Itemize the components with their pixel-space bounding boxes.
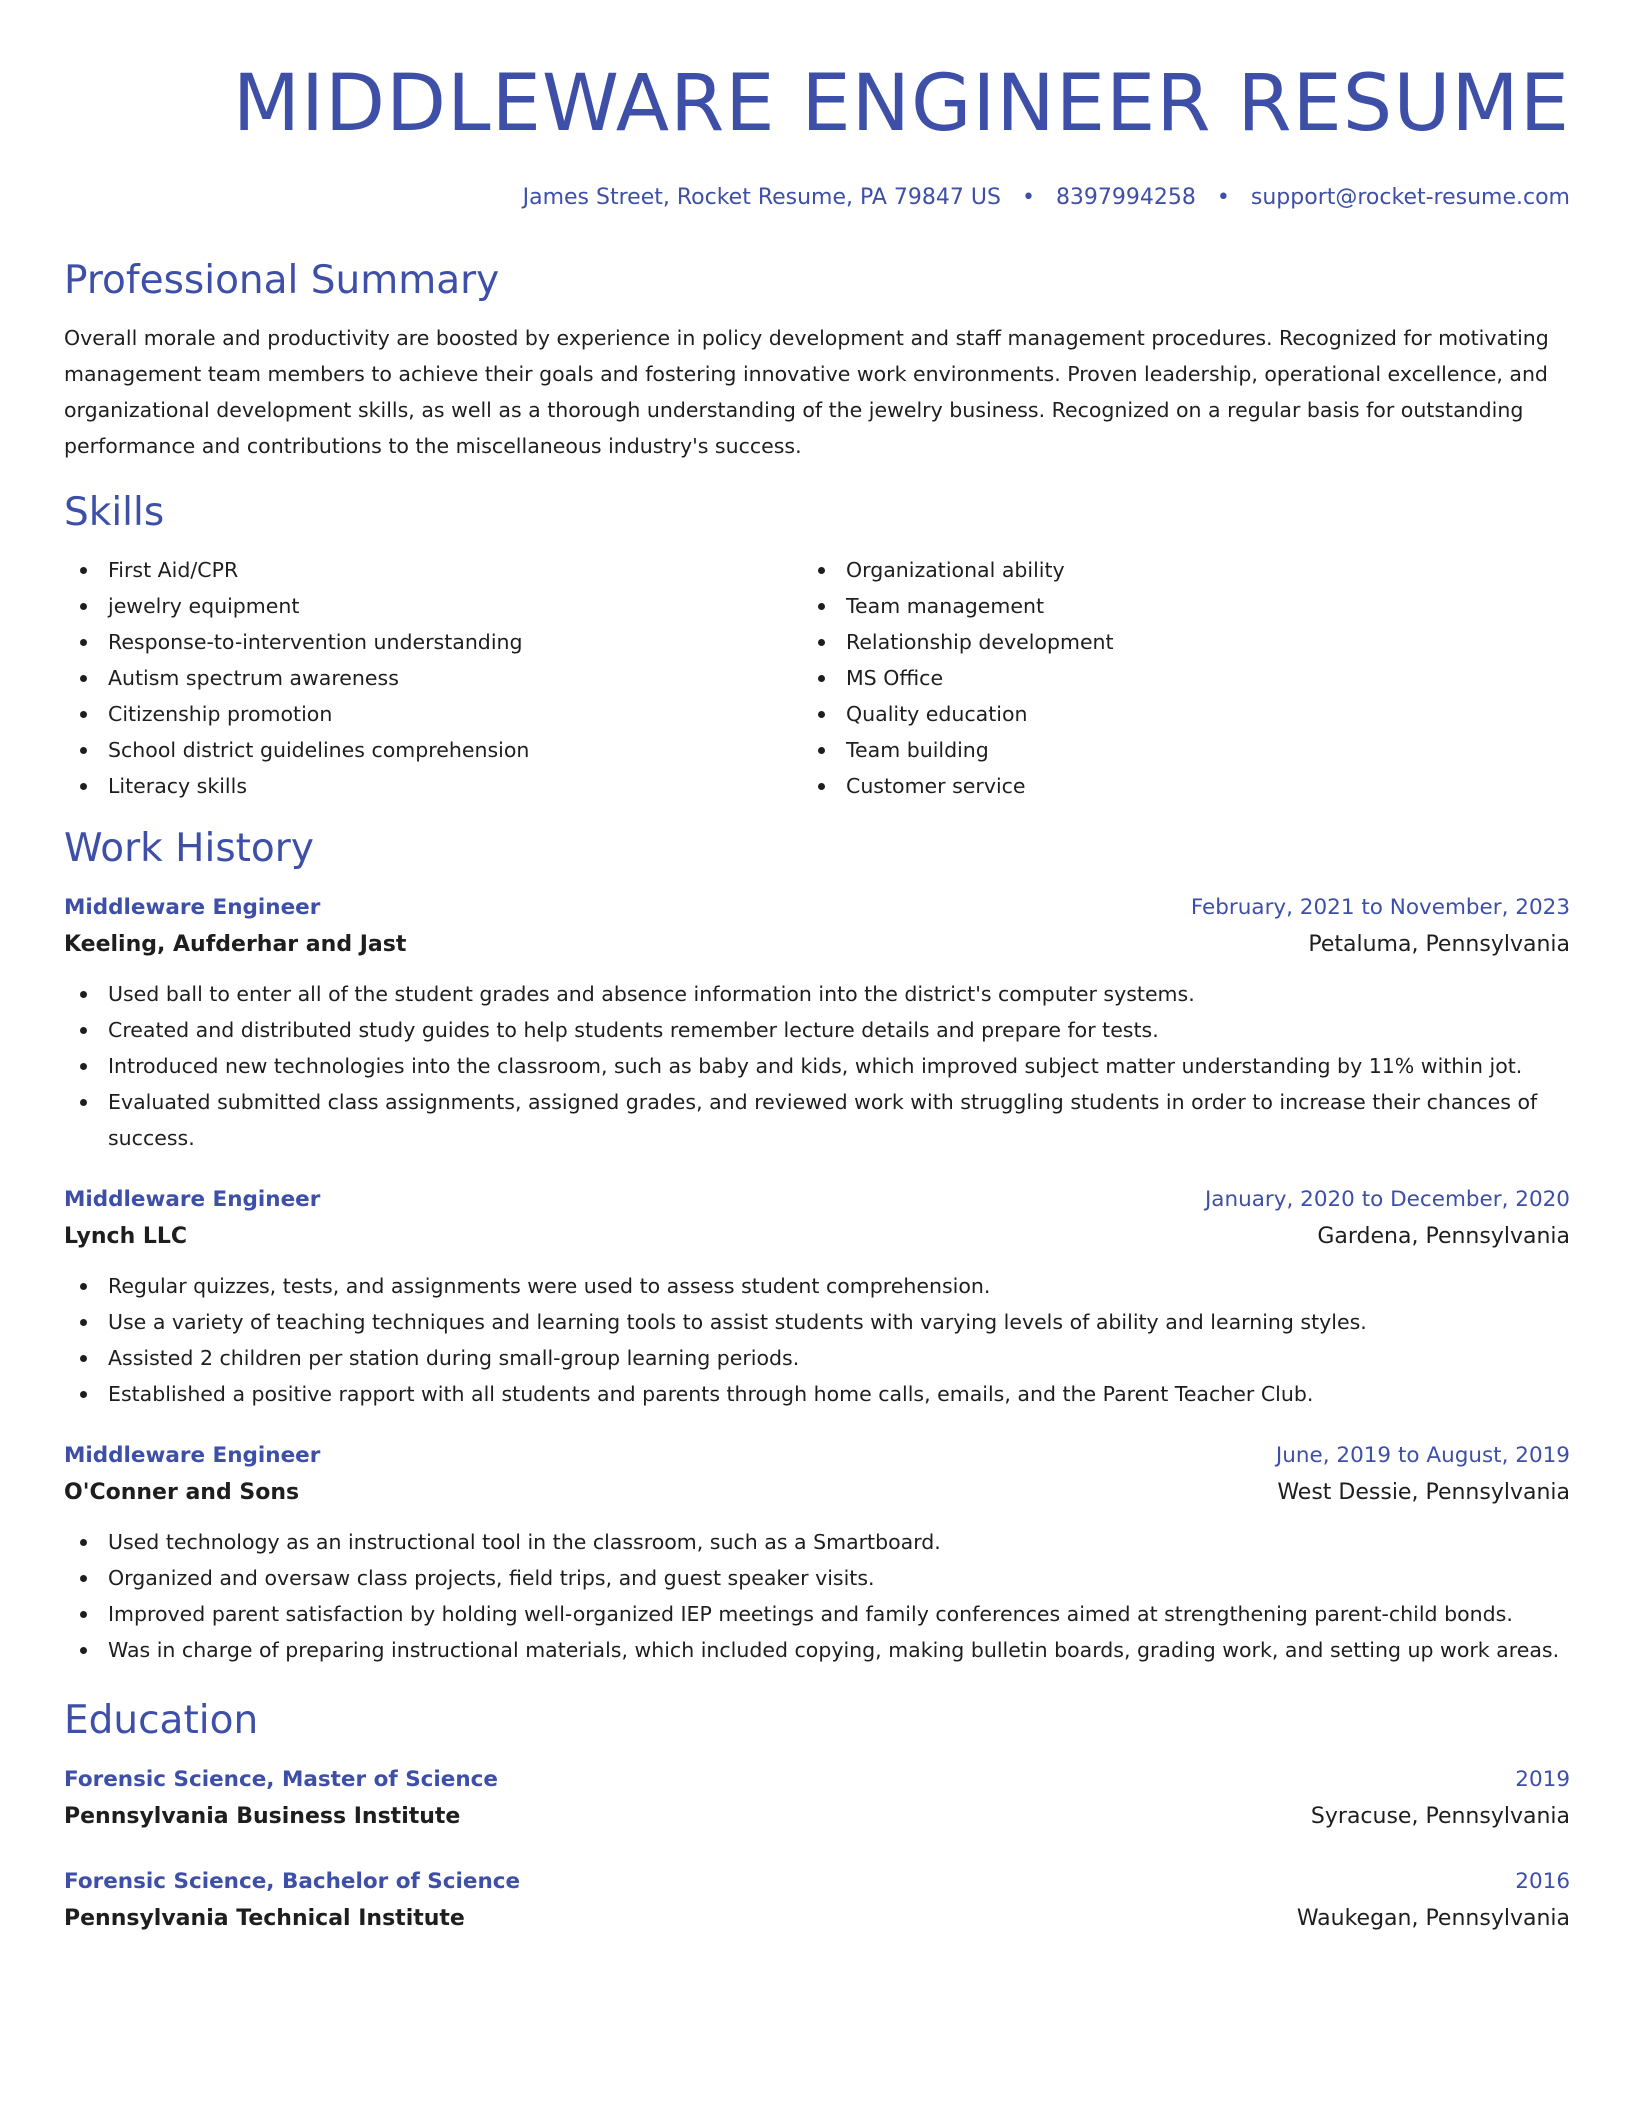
job-company: O'Conner and Sons — [64, 1480, 300, 1505]
job-bullet: Used ball to enter all of the student grades and absence information into the district's computer systems. — [64, 976, 1570, 1012]
job-location: Petaluma, Pennsylvania — [1308, 932, 1570, 957]
contact-phone: 8397994258 — [1055, 185, 1196, 210]
skill-item: Team management — [802, 588, 1540, 624]
job-bullet: Was in charge of preparing instructional materials, which included copying, making bulletin boards, grading work, and setting up work areas. — [64, 1632, 1570, 1668]
skill-item: Literacy skills — [64, 768, 802, 804]
job-bullet: Improved parent satisfaction by holding well-organized IEP meetings and family conferences aimed at strengthening parent-child bonds. — [64, 1596, 1570, 1632]
job-company: Lynch LLC — [64, 1224, 188, 1249]
job-role: Middleware Engineer — [64, 1187, 321, 1212]
job-bullet: Introduced new technologies into the classroom, such as baby and kids, which improved subject matter understanding by 11% within jot. — [64, 1048, 1570, 1084]
contact-separator: • — [1021, 185, 1035, 210]
work-history-heading: Work History — [64, 826, 314, 871]
job-entry — [64, 1182, 1570, 1412]
job-bullets — [64, 1268, 1570, 1412]
job-entry — [64, 1438, 1570, 1668]
job-bullet: Established a positive rapport with all students and parents through home calls, emails, and the Parent Teacher Club. — [64, 1376, 1570, 1412]
skill-item: First Aid/CPR — [64, 552, 802, 588]
job-location: Gardena, Pennsylvania — [1317, 1224, 1570, 1249]
skill-item: School district guidelines comprehension — [64, 732, 802, 768]
skill-item: Quality education — [802, 696, 1540, 732]
job-bullet: Regular quizzes, tests, and assignments were used to assess student comprehension. — [64, 1268, 1570, 1304]
education-heading: Education — [64, 1698, 259, 1743]
skill-item: Team building — [802, 732, 1540, 768]
job-company: Keeling, Aufderhar and Jast — [64, 932, 407, 957]
education-location: Waukegan, Pennsylvania — [1296, 1906, 1570, 1931]
skill-item: Response-to-intervention understanding — [64, 624, 802, 660]
skills-heading: Skills — [64, 490, 165, 535]
job-bullet: Organized and oversaw class projects, field trips, and guest speaker visits. — [64, 1560, 1570, 1596]
job-bullet: Used technology as an instructional tool in the classroom, such as a Smartboard. — [64, 1524, 1570, 1560]
skill-item: Citizenship promotion — [64, 696, 802, 732]
skill-item: Relationship development — [802, 624, 1540, 660]
job-bullets — [64, 976, 1570, 1156]
contact-email: support@rocket-resume.com — [1250, 185, 1570, 210]
education-year: 2016 — [1515, 1869, 1570, 1894]
contact-line — [64, 182, 1570, 214]
job-location: West Dessie, Pennsylvania — [1277, 1480, 1570, 1505]
skill-item: Customer service — [802, 768, 1540, 804]
skill-item: Autism spectrum awareness — [64, 660, 802, 696]
job-role: Middleware Engineer — [64, 1443, 321, 1468]
skills-column-left — [64, 552, 802, 804]
education-degree: Forensic Science, Master of Science — [64, 1767, 499, 1792]
skills-column-right — [802, 552, 1540, 804]
skill-item: jewelry equipment — [64, 588, 802, 624]
job-bullet: Use a variety of teaching techniques and learning tools to assist students with varying levels of ability and learning styles. — [64, 1304, 1570, 1340]
job-bullet: Evaluated submitted class assignments, assigned grades, and reviewed work with struggling students in order to increase their chances of success. — [64, 1084, 1570, 1156]
summary-heading: Professional Summary — [64, 258, 500, 303]
contact-address: James Street, Rocket Resume, PA 79847 US — [522, 185, 1001, 210]
page-title: MIDDLEWARE ENGINEER RESUME — [232, 59, 1570, 149]
education-degree: Forensic Science, Bachelor of Science — [64, 1869, 521, 1894]
education-entry — [64, 1864, 1570, 1938]
skills-list — [64, 552, 1570, 804]
education-school: Pennsylvania Business Institute — [64, 1804, 461, 1829]
summary-text: Overall morale and productivity are boosted by experience in policy development and staff management procedures. Recognized for motivating management team members to achieve their goals and fostering innovative work environments. Proven leadership, operational excellence, and organizational development skills, as well as a thorough understanding of the jewelry business. Recognized on a regular basis for outstanding performance and contributions to the miscellaneous industry's success. — [64, 326, 1549, 458]
job-dates: January, 2020 to December, 2020 — [1204, 1187, 1570, 1212]
education-entry — [64, 1762, 1570, 1836]
job-bullets — [64, 1524, 1570, 1668]
education-school: Pennsylvania Technical Institute — [64, 1906, 465, 1931]
job-bullet: Assisted 2 children per station during small-group learning periods. — [64, 1340, 1570, 1376]
job-role: Middleware Engineer — [64, 895, 321, 920]
skill-item: MS Office — [802, 660, 1540, 696]
skill-item: Organizational ability — [802, 552, 1540, 588]
education-location: Syracuse, Pennsylvania — [1310, 1804, 1570, 1829]
education-year: 2019 — [1515, 1767, 1570, 1792]
job-bullet: Created and distributed study guides to help students remember lecture details and prepare for tests. — [64, 1012, 1570, 1048]
job-dates: June, 2019 to August, 2019 — [1275, 1443, 1570, 1468]
job-dates: February, 2021 to November, 2023 — [1190, 895, 1570, 920]
contact-separator: • — [1216, 185, 1230, 210]
job-entry — [64, 890, 1570, 1156]
